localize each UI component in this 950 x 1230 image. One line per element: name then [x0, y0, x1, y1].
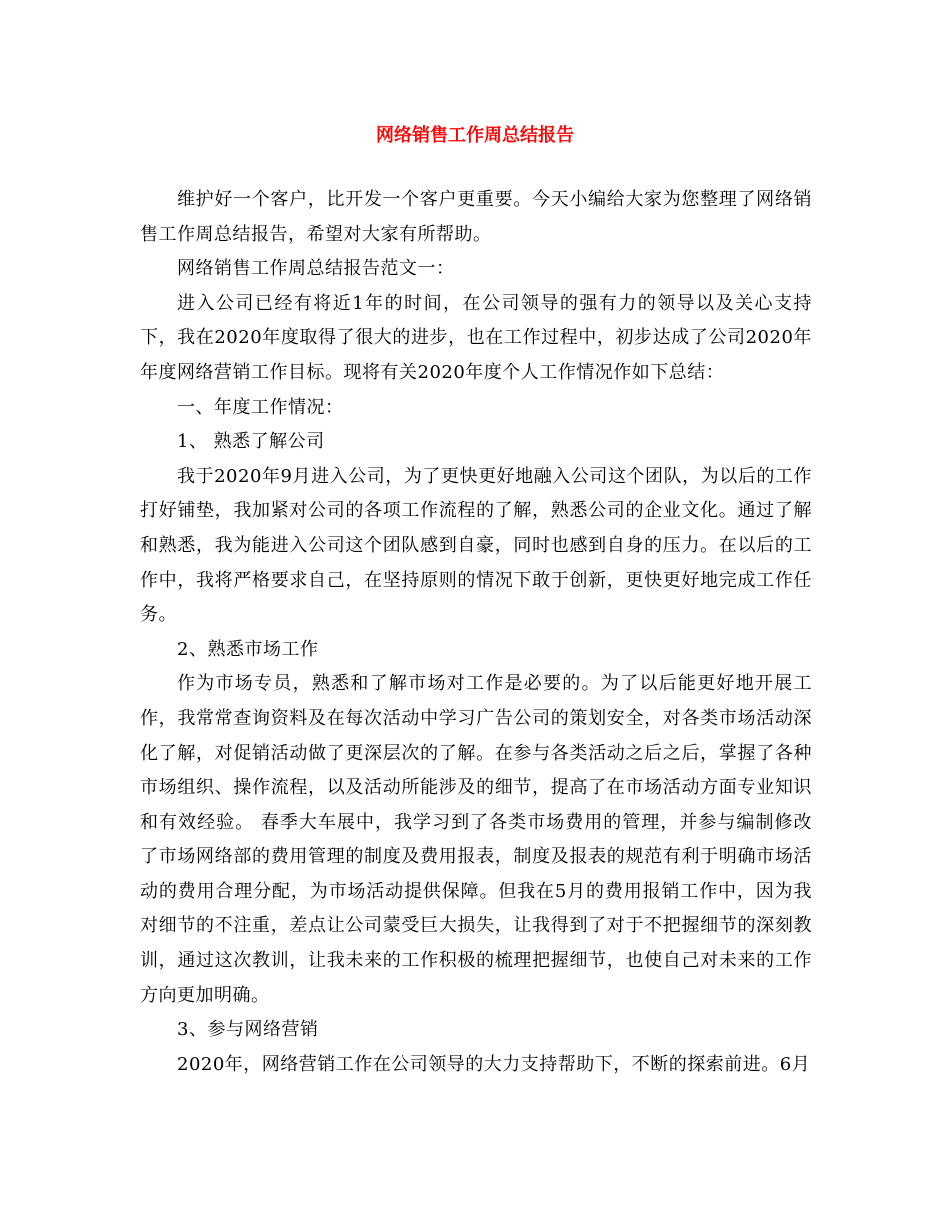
document-title: 网络销售工作周总结报告	[376, 125, 574, 146]
paragraph: 2020年，网络营销工作在公司领导的大力支持帮助下，不断的探索前进。6月	[177, 1053, 811, 1075]
subsection-heading: 3、参与网络营销	[177, 1019, 319, 1041]
paragraph: 作为市场专员，熟悉和了解市场对工作是必要的。为了以后能更好地开展工作，我常常查询资料及在每次活动中学习广告公司的策划安全，对各类市场活动深化了解，对促销活动做了更深层次的了解。在参与各类活动之后之后，掌握了各种市场组织、操作流程，以及活动所能涉及的细节，提高了在市场活动方面专业知识和有效经验。 春季大车展中，我学习到了各类市场费用的管理，并参与编制修改了市场网络部的费用管理的制度及费用报表，制度及报表的规范有利于明确市场活动的费用合理分配，为市场活动提供保障。但我在5月的费用报销工作中，因为我对细节的不注重，差点让公司蒙受巨大损失，让我得到了对于不把握细节的深刻教训，通过这次教训，让我未来的工作积极的梳理把握细节，也使自己对未来的工作方向更加明确。	[140, 673, 812, 1006]
paragraph: 进入公司已经有将近1年的时间，在公司领导的强有力的领导以及关心支持下，我在2020年度取得了很大的进步，也在工作过程中，初步达成了公司2020年年度网络营销工作目标。现将有关2020年度个人工作情况作如下总结：	[140, 292, 812, 383]
subsection-heading: 2、熟悉市场工作	[177, 638, 319, 660]
section-heading: 一、年度工作情况：	[177, 396, 344, 418]
document-body	[140, 183, 812, 1082]
paragraph: 维护好一个客户，比开发一个客户更重要。今天小编给大家为您整理了网络销售工作周总结报告，希望对大家有所帮助。	[140, 189, 812, 245]
subsection-heading: 1、 熟悉了解公司	[177, 431, 325, 453]
paragraph: 我于2020年9月进入公司，为了更快更好地融入公司这个团队，为以后的工作打好铺垫，我加紧对公司的各项工作流程的了解，熟悉公司的企业文化。通过了解和熟悉，我为能进入公司这个团队感到自豪，同时也感到自身的压力。在以后的工作中，我将严格要求自己，在坚持原则的情况下敢于创新，更快更好地完成工作任务。	[140, 465, 812, 626]
paragraph: 网络销售工作周总结报告范文一：	[177, 258, 455, 280]
